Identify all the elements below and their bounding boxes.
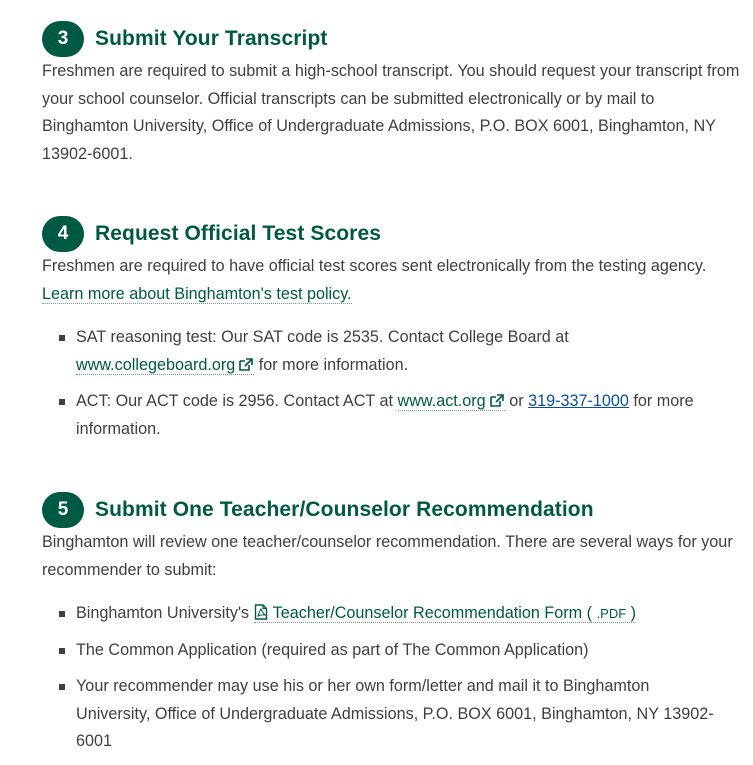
step-5-body: Binghamton will review one teacher/counselor recommendation. There are several ways for your recommender to submit: bbox=[42, 533, 733, 579]
act-link-text[interactable]: www.act.org bbox=[397, 392, 486, 410]
recommendation-form-link-text[interactable]: Teacher/Counselor Recommendation Form ( bbox=[272, 604, 593, 622]
sat-text: SAT reasoning test: Our SAT code is 2535. Contact College Board at bbox=[76, 328, 569, 346]
recommendation-list bbox=[42, 600, 722, 756]
list-item-mail bbox=[42, 673, 722, 756]
step-3-body: Freshmen are required to submit a high-school transcript. You should request your transcript from your school counselor. Official transcripts can be submitted electronically or by mail to Binghamton University, Office of Undergraduate Admissions, P.O. BOX 6001, Binghamton, NY 13902-6001. bbox=[42, 62, 740, 163]
mail-text: Your recommender may use his or her own form/letter and mail it to Binghamton University, Office of Undergraduate Admissions, P.O. BOX 6001, Binghamton, NY 13902-6001 bbox=[76, 677, 714, 750]
recommendation-form-link[interactable] bbox=[254, 604, 636, 623]
act-or: or bbox=[509, 392, 524, 410]
step-5-section bbox=[42, 492, 742, 750]
bullet-square bbox=[59, 648, 65, 654]
step-4-heading bbox=[42, 216, 742, 252]
step-3-badge: 3 bbox=[42, 21, 84, 57]
step-4-title: Request Official Test Scores bbox=[95, 222, 382, 245]
step-5-heading bbox=[42, 492, 742, 528]
step-4-section bbox=[42, 216, 742, 438]
step-4-badge: 4 bbox=[42, 216, 84, 252]
step-5-badge: 5 bbox=[42, 492, 84, 528]
step-5-title: Submit One Teacher/Counselor Recommendation bbox=[95, 498, 594, 521]
act-text: ACT: Our ACT code is 2956. Contact ACT at bbox=[76, 392, 394, 410]
step-4-body bbox=[42, 253, 742, 308]
collegeboard-link[interactable] bbox=[76, 356, 254, 375]
list-item-sat bbox=[42, 324, 722, 379]
form-prefix: Binghamton University's bbox=[76, 604, 250, 622]
step-3-heading bbox=[42, 21, 742, 57]
list-item-act bbox=[42, 388, 722, 443]
test-policy-link[interactable]: Learn more about Binghamton's test policy. bbox=[42, 284, 352, 303]
bullet-square bbox=[59, 399, 65, 405]
form-close-paren[interactable]: ) bbox=[630, 604, 637, 622]
test-score-list bbox=[42, 324, 722, 443]
act-link[interactable] bbox=[398, 392, 505, 411]
step-3-section bbox=[42, 21, 742, 168]
bullet-square bbox=[59, 684, 65, 690]
pdf-label[interactable]: .PDF bbox=[596, 606, 627, 621]
external-link-icon bbox=[238, 357, 254, 372]
sat-suffix: for more information. bbox=[258, 355, 409, 374]
list-item-common-app bbox=[42, 637, 722, 665]
external-link-icon bbox=[489, 393, 505, 408]
common-app-text: The Common Application (required as part of The Common Application) bbox=[76, 640, 589, 659]
step-3-title: Submit Your Transcript bbox=[95, 27, 328, 50]
bullet-square bbox=[59, 611, 65, 617]
act-phone-link[interactable]: 319-337-1000 bbox=[528, 392, 629, 410]
step-4-body-text: Freshmen are required to have official test scores sent electronically from the testing agency. bbox=[42, 257, 707, 275]
pdf-file-icon bbox=[254, 604, 268, 620]
collegeboard-link-text[interactable]: www.collegeboard.org bbox=[76, 355, 236, 374]
bullet-square bbox=[59, 335, 65, 341]
list-item-form bbox=[42, 600, 722, 628]
act-suffix: for more information. bbox=[76, 392, 694, 438]
